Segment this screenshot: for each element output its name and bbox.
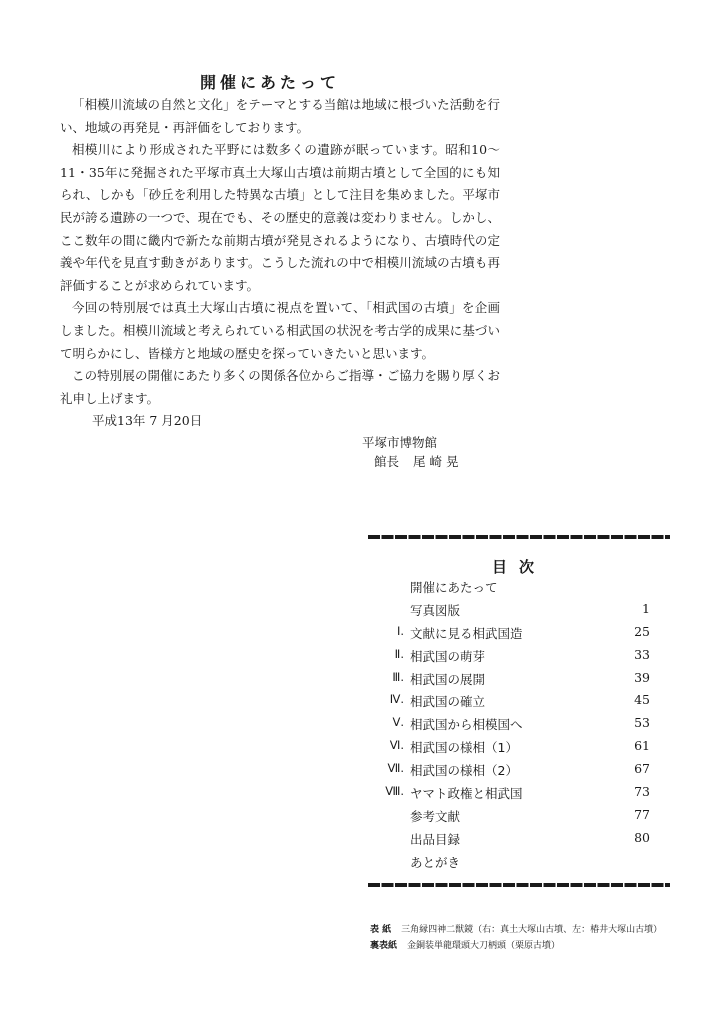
toc-title: 目次 [491, 558, 546, 576]
front-cover-text: 三角縁四神二獣鏡（右：真土大塚山古墳、左：椿井大塚山古墳） [401, 925, 663, 935]
paragraph: 「相模川流域の自然と文化」をテーマとする当館は地域に根づいた活動を行い、地域の再発見・再評価をしております。 [60, 97, 500, 135]
toc-item-label: 参考文献 [410, 808, 461, 824]
toc-item-page: 25 [634, 623, 650, 639]
toc-item [368, 624, 670, 647]
toc-item-page: 77 [634, 806, 650, 822]
toc-item-number: Ⅰ. [396, 623, 404, 638]
toc-item-number: Ⅵ. [389, 738, 404, 753]
toc-item [368, 853, 670, 876]
toc-item-page: 39 [634, 669, 650, 685]
toc-item-label: 開催にあたって [410, 580, 498, 595]
toc-item [368, 830, 670, 853]
front-cover-label: 表 紙 [370, 925, 392, 935]
paragraph: 今回の特別展では真土大塚山古墳に視点を置いて、「相武国の古墳」を企画しました。相模川流域と考えられている相武国の状況を考古学的成果に基づいて明らかにし、皆様方と地域の歴史を探っていきたいと思います。 [60, 300, 500, 361]
toc-item-label: 相武国から相模国へ [410, 717, 523, 733]
toc-item [368, 601, 670, 624]
toc-item-label: 相武国の展開 [410, 671, 486, 687]
toc-item [368, 692, 670, 715]
toc-item-label: 相武国の萌芽 [410, 648, 486, 664]
toc-item [368, 784, 670, 807]
director-line [374, 452, 468, 470]
date-line: 平成13年 7 月20日 [92, 413, 203, 428]
toc-item-page: 61 [634, 738, 650, 754]
greeting-title: 開催にあたって [200, 73, 341, 92]
toc-item-label: あとがき [410, 854, 461, 870]
toc-item-number: Ⅱ. [394, 646, 404, 661]
toc-item-label: 出品目録 [410, 831, 461, 847]
toc-item [368, 578, 670, 601]
toc-item-label: 写真図版 [410, 602, 461, 618]
toc-bottom-rule [368, 882, 670, 888]
toc-item-label: 相武国の様相（1） [410, 740, 518, 756]
toc-top-rule [368, 534, 670, 540]
paragraph: 相模川により形成された平野には数多くの遺跡が眠っています。昭和10～11・35年に発掘された平塚市真土大塚山古墳は前期古墳として全国的にも知られ、しかも「砂丘を利用した特異な古墳」として注目を集めました。平塚市民が誇る遺跡の一つで、現在でも、その歴史的意義は変わりません。しかし、ここ数年の間に畿内で新たな前期古墳が発見されるようになり、古墳時代の定義や年代を見直す動きがあります。こうした流れの中で相模川流域の古墳も再評価することが求められています。 [60, 142, 500, 293]
director-name: 尾 崎 晃 [413, 454, 459, 469]
back-cover-note [370, 938, 700, 954]
table-of-contents [368, 534, 670, 890]
back-cover-text: 金銅装単龍環頭大刀柄頭（栗原古墳） [407, 941, 561, 951]
toc-item-number: Ⅲ. [392, 669, 404, 684]
toc-item-label: 相武国の様相（2） [410, 763, 518, 779]
toc-item-page: 73 [634, 784, 650, 800]
greeting-body [60, 94, 500, 410]
toc-item-label: ヤマト政権と相武国 [410, 786, 523, 802]
museum-name: 平塚市博物館 [362, 435, 438, 450]
toc-list [368, 578, 670, 876]
toc-item-page: 67 [634, 761, 650, 777]
toc-item-page: 53 [634, 715, 650, 731]
toc-item-number: Ⅴ. [392, 715, 404, 730]
toc-item [368, 670, 670, 693]
toc-item-page: 33 [634, 646, 650, 662]
toc-item-page: 1 [642, 600, 650, 616]
toc-item [368, 738, 670, 761]
toc-item-label: 相武国の確立 [410, 694, 486, 710]
toc-item [368, 761, 670, 784]
back-cover-label: 裏表紙 [370, 941, 398, 951]
toc-item-number: Ⅳ. [389, 692, 404, 707]
toc-item [368, 807, 670, 830]
toc-item-page: 45 [634, 692, 650, 708]
front-cover-note [370, 922, 700, 938]
toc-item-label: 文献に見る相武国造 [410, 625, 523, 641]
toc-item [368, 647, 670, 670]
cover-notes [370, 922, 700, 954]
toc-item-page: 80 [634, 829, 650, 845]
director-title: 館長 [374, 454, 400, 469]
toc-item [368, 715, 670, 738]
toc-item-number: Ⅶ. [387, 761, 404, 776]
toc-item-number: Ⅷ. [385, 784, 404, 799]
paragraph: この特別展の開催にあたり多くの関係各位からご指導・ご協力を賜り厚くお礼申し上げます。 [60, 368, 500, 406]
